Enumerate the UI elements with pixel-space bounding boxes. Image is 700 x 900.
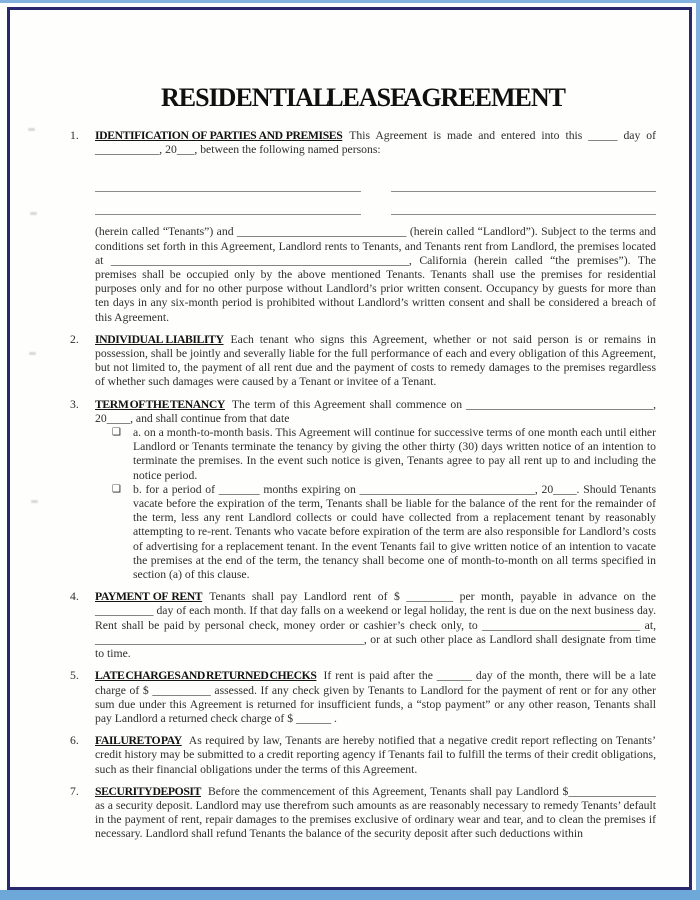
section-body-text: Tenants shall pay Landlord rent of $ ________ per month, payable in advance on the __________ day of each month. If that day falls on a weekend or legal holiday, the rent is due on the next business day. Rent shall be paid by personal check, money order or cashier’s check only, to ___________________________ at, ______________________________________________, or at such other place as Landlord shall designate from time to time. (95, 590, 656, 661)
section-body: (herein called “Tenants”) and _____________________________ (herein called “Landlord”). Subject to the terms and conditions set forth in this Agreement, Landlord rents to Tenants, and Tenants rent from Landlord, the premises located at ___________________________________________________, California (herein called “the premises”). The premises shall be occupied only by the above mentioned Tenants. Tenants shall use the premises for residential purposes only and for no other purpose without Landlord’s prior written consent. Occupancy by guests for more than ten days in any six-month period is prohibited without Landlord’s written consent and shall be considered a breach of this Agreement. (95, 225, 656, 324)
section-heading: TERM OF THE TENANCY (95, 397, 225, 411)
section-body (95, 333, 656, 390)
section-body-text: As required by law, Tenants are hereby notified that a negative credit report reflecting on Tenants’ credit history may be submitted to a credit reporting agency if Tenants fail to fulfill the terms of their credit obligations, such as their financial obligations under the terms of this Agreement. (95, 734, 656, 776)
fill-in-line (391, 169, 657, 192)
scan-edge-bottom (0, 890, 700, 900)
section-number: 4. (70, 590, 79, 604)
section-heading: IDENTIFICATION OF PARTIES AND PREMISES (95, 129, 343, 142)
section-number: 2. (70, 332, 79, 346)
section-body-text: If rent is paid after the ______ day of the month, there will be a late charge of $ __________ assessed. If any check given by Tenants to Landlord for the payment of rent or for any other sum due under this Agreement is returned for insufficient funds, a “stop payment” or any other reason, Tenants shall pay Landlord a returned check charge of $ ______ . (95, 669, 656, 725)
checkbox-icon: ❑ (112, 427, 121, 439)
section-number: 6. (70, 734, 79, 748)
section-security-deposit (70, 785, 656, 842)
section-number: 7. (70, 784, 79, 798)
party-name-blanks (95, 169, 656, 215)
term-option-a-text: a. on a month-to-month basis. This Agreement will continue for successive terms of one month each until either Landlord or Tenants terminate the tenancy by giving the other thirty (30) days written notice of an intention to terminate the premises. In the event such notice is given, Tenants agree to pay all rent up to and including the notice period. (133, 426, 656, 482)
section-intro-text: The term of this Agreement shall commence on ________________________________, 20____, and shall continue from that date (95, 397, 656, 425)
section-identification (70, 129, 656, 325)
section-rent (70, 590, 656, 661)
section-body (95, 734, 656, 777)
fill-in-line (391, 192, 657, 215)
document-title: RESIDENTIAL LEASE AGREEMENT (160, 83, 566, 112)
section-term (70, 398, 656, 583)
section-heading: SECURITY DEPOSIT (95, 784, 201, 798)
section-intro (95, 398, 656, 426)
scan-artifact (29, 352, 36, 355)
section-heading: FAILURE TO PAY (95, 734, 182, 748)
term-option-b-text: b. for a period of _______ months expiring on ______________________________, 20____. Should Tenants vacate before the expiration of the term, Tenants shall be liable for the balance of the rent for the remainder of the term, less any rent Landlord collects or could have collected from a replacement tenant by reasonably attempting to re-rent. Tenants who vacate before expiration of the term are also responsible for Landlord’s costs of advertising for a replacement tenant. In the event Tenants fail to give written notice of an intention to vacate the premises at the end of the term, the tenancy shall become one of month-to-month on all terms specified in section (a) of this clause. (133, 482, 656, 582)
document-content (70, 84, 656, 850)
section-intro (95, 129, 656, 157)
scan-edge-top (0, 0, 700, 3)
section-heading: INDIVIDUAL LIABILITY (95, 332, 224, 346)
scan-artifact (28, 128, 35, 131)
scan-artifact (31, 500, 38, 503)
section-number: 1. (70, 129, 79, 142)
section-heading: PAYMENT OF RENT (95, 590, 203, 604)
section-body-text: Before the commencement of this Agreement, Tenants shall pay Landlord $_______________ as a security deposit. Landlord may use therefrom such amounts as are reasonably necessary to remedy Tenants’ default in the payment of rent, repair damages to the premises exclusive of ordinary wear and tear, and to clean the premises if necessary. Landlord shall refund Tenants the balance of the security deposit after such deductions within (95, 784, 656, 841)
section-body (95, 785, 656, 842)
term-option-b (95, 483, 656, 582)
fill-in-line (95, 192, 361, 215)
section-heading: LATE CHARGES AND RETURNED CHECKS (95, 669, 317, 683)
scan-edge-right (696, 0, 700, 900)
fill-in-line (95, 169, 361, 192)
scan-artifact (30, 212, 37, 215)
section-body (95, 590, 656, 661)
section-body (95, 669, 656, 726)
section-number: 5. (70, 669, 79, 683)
checkbox-icon: ❑ (112, 483, 121, 495)
section-body-text: Each tenant who signs this Agreement, whether or not said person is or remains in possession, shall be jointly and severally liable for the full performance of each and every obligation of this Agreement, but not limited to, the payment of all rent due and the payment of costs to remedy damages to the premises regardless of whether such damages were caused by a Tenant or invitee of a Tenant. (95, 332, 656, 389)
section-failure-to-pay (70, 734, 656, 777)
section-liability (70, 333, 656, 390)
term-option-a (95, 426, 656, 483)
section-intro-text: This Agreement is made and entered into this _____ day of ___________, 20___, between the following named persons: (95, 129, 656, 157)
section-number: 3. (70, 397, 79, 411)
section-late-charges (70, 669, 656, 726)
